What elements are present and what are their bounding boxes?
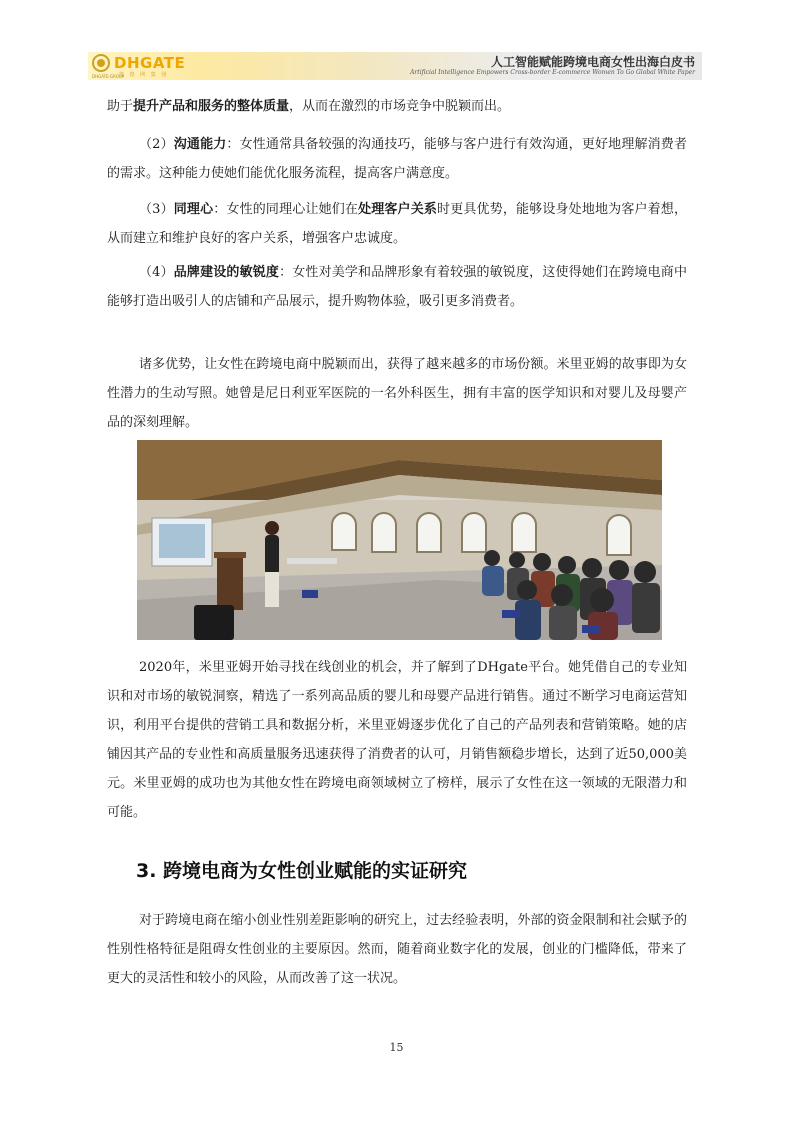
p3-bold-2: 处理客户关系 bbox=[358, 202, 438, 217]
p3-text: 时更具优势，能够设身处地地为客户着想，从而建立和维护良好的客户关系，增强客户忠诚度。 bbox=[107, 202, 687, 246]
p3-bold: 同理心 bbox=[173, 202, 214, 217]
seminar-photo bbox=[137, 440, 662, 640]
paragraph-5: 诸多优势，让女性在跨境电商中脱颖而出，获得了越来越多的市场份额。米里亚姆的故事即为女性潜力的生动写照。她曾是尼日利亚军医院的一名外科医生，拥有丰富的医学知识和对婴儿及母婴产品的深刻理解。 bbox=[107, 357, 687, 430]
p1-bold: 提升产品和服务的整体质量 bbox=[133, 99, 290, 114]
p4-bold: 品牌建设的敏锐度 bbox=[173, 265, 280, 280]
paragraph-7: 对于跨境电商在缩小创业性别差距影响的研究上，过去经验表明，外部的资金限制和社会赋予的性别性格特征是阻碍女性创业的主要原因。然而，随着商业数字化的发展，创业的门槛降低，带来了更大的灵活性和较小的风险，从而改善了这一状况。 bbox=[107, 913, 687, 986]
logo-subtext: DHGATE·GROUP bbox=[92, 74, 125, 79]
logo-text: DHGATE bbox=[114, 53, 186, 72]
paragraph-4 bbox=[107, 258, 687, 316]
p2-bold: 沟通能力 bbox=[173, 137, 227, 152]
section-heading: 3. 跨境电商为女性创业赋能的实证研究 bbox=[136, 860, 468, 882]
paragraph-1 bbox=[107, 92, 687, 121]
seminar-illustration bbox=[137, 440, 662, 640]
dhgate-logo bbox=[92, 54, 185, 72]
paragraph-6: 2020年，米里亚姆开始寻找在线创业的机会，并了解到了DHgate平台。她凭借自己的专业知识和对市场的敏锐洞察，精选了一系列高品质的婴儿和母婴产品进行销售。通过不断学习电商运营知识，利用平台提供的营销工具和数据分析，米里亚姆逐步优化了自己的产品列表和营销策略。她的店铺因其产品的专业性和高质量服务迅速获得了消费者的认可，月销售额稳步增长，达到了近50,000美元。米里亚姆的成功也为其他女性在跨境电商领域树立了榜样，展示了女性在这一领域的无限潜力和可能。 bbox=[107, 660, 687, 820]
header-title: 人工智能赋能跨境电商女性出海白皮书 bbox=[490, 55, 695, 69]
p1-text-c: ，从而在激烈的市场竞争中脱颖而出。 bbox=[289, 99, 511, 114]
p4-num: （4） bbox=[139, 265, 174, 280]
page-number: 15 bbox=[389, 1041, 404, 1054]
p1-text-a: 助于 bbox=[107, 99, 134, 114]
globe-icon bbox=[92, 54, 110, 72]
p2-text: ：女性通常具备较强的沟通技巧，能够与客户进行有效沟通，更好地理解消费者的需求。这种能力使她们能优化服务流程，提高客户满意度。 bbox=[107, 137, 687, 181]
logo-subtext-cn: 敦 煌 网 集 团 bbox=[119, 72, 169, 78]
p3-num: （3） bbox=[139, 202, 174, 217]
header-subtitle: Artificial Intelligence Empowers Cross-border E-commerce Women To Go Global White Paper bbox=[410, 69, 695, 76]
p2-num: （2） bbox=[139, 137, 174, 152]
paragraph-2 bbox=[107, 130, 687, 188]
p3-text-mid: ：女性的同理心让她们在 bbox=[213, 202, 359, 217]
p4-text: ：女性对美学和品牌形象有着较强的敏锐度，这使得她们在跨境电商中能够打造出吸引人的店铺和产品展示，提升购物体验，吸引更多消费者。 bbox=[107, 265, 687, 309]
paragraph-3 bbox=[107, 195, 687, 253]
